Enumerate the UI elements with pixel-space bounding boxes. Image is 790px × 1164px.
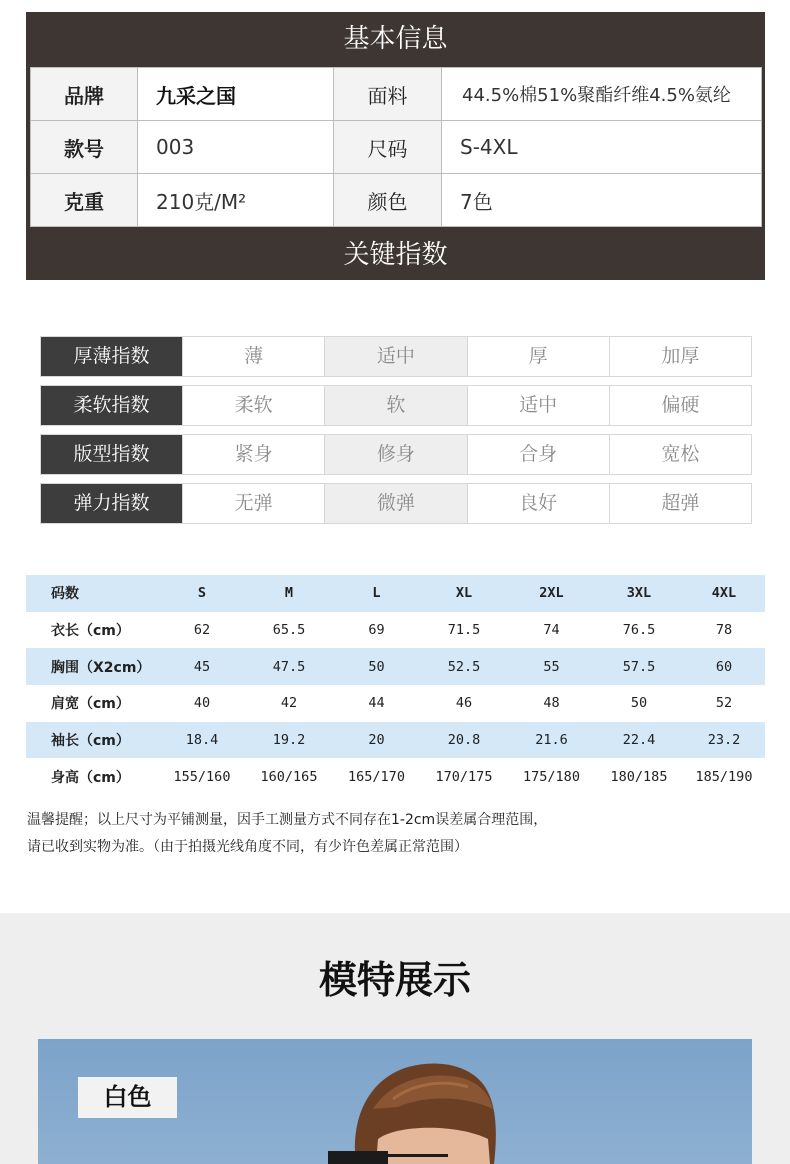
info-row <box>31 121 762 174</box>
table-cell: 20 <box>333 722 420 759</box>
index-option-selected: 微弹 <box>324 484 466 523</box>
table-cell: 76.5 <box>622 622 656 639</box>
info-row <box>31 68 762 121</box>
index-option: 薄 <box>182 337 324 376</box>
model-showcase-title: 模特展示 <box>318 958 471 1002</box>
index-option-selected: 软 <box>324 386 466 425</box>
index-option: 良好 <box>467 484 609 523</box>
table-cell: 65.5 <box>272 622 306 639</box>
basic-info-section <box>26 12 765 280</box>
fabric-value: 44.5%棉51%聚酯纤维4.5%氨纶 <box>442 68 762 121</box>
index-option: 偏硬 <box>609 386 751 425</box>
index-option: 合身 <box>467 435 609 474</box>
key-index-title: 关键指数 <box>343 240 448 270</box>
table-cell: 衣长（cm） <box>51 623 130 640</box>
size-chart-table <box>26 575 765 795</box>
weight-value: 210克/M² <box>138 174 334 227</box>
table-cell: 71.5 <box>447 622 481 639</box>
table-cell: 45 <box>159 648 245 685</box>
info-row <box>31 174 762 227</box>
size-header-row <box>26 575 765 612</box>
fit-index-row <box>40 434 752 475</box>
table-row <box>26 612 765 649</box>
brand-label: 品牌 <box>31 68 138 121</box>
softness-index-row <box>40 385 752 426</box>
model-photo <box>38 1039 752 1164</box>
index-option: 宽松 <box>609 435 751 474</box>
table-row <box>26 648 765 685</box>
size-header-cell: L <box>333 575 420 612</box>
table-cell: 42 <box>280 695 298 712</box>
style-no-value: 003 <box>138 121 334 174</box>
size-header-cell: M <box>245 575 333 612</box>
table-cell: 78 <box>715 622 733 639</box>
table-cell: 62 <box>193 622 211 639</box>
size-header-cell: 码数 <box>26 575 159 612</box>
index-option: 超弹 <box>609 484 751 523</box>
style-no-label: 款号 <box>31 121 138 174</box>
size-header-cell: S <box>159 575 245 612</box>
table-row <box>26 722 765 759</box>
color-difference-note: 请已收到实物为准。（由于拍摄光线角度不同，有少许色差属正常范围） <box>27 839 468 855</box>
table-cell: 23.2 <box>683 722 765 759</box>
table-cell: 20.8 <box>420 722 508 759</box>
table-cell: 47.5 <box>245 648 333 685</box>
model-head-illustration <box>38 1039 752 1164</box>
table-cell: 40 <box>193 695 211 712</box>
table-cell: 46 <box>455 695 473 712</box>
table-cell: 52.5 <box>420 648 508 685</box>
color-tag: 白色 <box>78 1077 177 1118</box>
table-cell: 19.2 <box>245 722 333 759</box>
table-cell: 袖长（cm） <box>26 722 159 759</box>
index-option: 紧身 <box>182 435 324 474</box>
index-option: 适中 <box>467 386 609 425</box>
table-cell: 50 <box>630 695 648 712</box>
table-cell: 74 <box>543 622 560 639</box>
table-cell: 18.4 <box>159 722 245 759</box>
index-option-selected: 修身 <box>324 435 466 474</box>
table-cell: 52 <box>715 695 733 712</box>
size-label: 尺码 <box>334 121 442 174</box>
table-cell: 69 <box>368 622 385 639</box>
table-cell: 48 <box>543 695 560 712</box>
table-cell: 160/165 <box>260 768 318 785</box>
size-header-cell: 3XL <box>595 575 683 612</box>
weight-label: 克重 <box>31 174 138 227</box>
size-value: S-4XL <box>442 121 762 174</box>
brand-value: 九采之国 <box>138 68 334 121</box>
table-cell: 身高（cm） <box>51 769 130 786</box>
table-cell: 胸围（X2cm） <box>26 648 159 685</box>
table-cell: 50 <box>333 648 420 685</box>
table-cell: 21.6 <box>508 722 595 759</box>
color-value: 7色 <box>442 174 762 227</box>
elasticity-index-row <box>40 483 752 524</box>
model-showcase-section <box>0 913 790 1164</box>
size-header-cell: 4XL <box>683 575 765 612</box>
table-cell: 180/185 <box>610 768 668 785</box>
index-option-selected: 适中 <box>324 337 466 376</box>
index-option: 加厚 <box>609 337 751 376</box>
basic-info-table <box>30 67 762 227</box>
index-label: 柔软指数 <box>41 386 182 425</box>
table-cell: 57.5 <box>595 648 683 685</box>
measurement-note: 温馨提醒；以上尺寸为平铺测量，因手工测量方式不同存在1-2cm误差属合理范围， <box>27 812 548 828</box>
index-option: 柔软 <box>182 386 324 425</box>
index-label: 弹力指数 <box>41 484 182 523</box>
index-label: 厚薄指数 <box>41 337 182 376</box>
table-row <box>26 685 765 722</box>
size-header-cell: XL <box>420 575 508 612</box>
index-option: 厚 <box>467 337 609 376</box>
table-cell: 55 <box>508 648 595 685</box>
thickness-index-row <box>40 336 752 377</box>
table-row <box>26 758 765 795</box>
table-cell: 60 <box>683 648 765 685</box>
index-label: 版型指数 <box>41 435 182 474</box>
table-cell: 155/160 <box>173 768 231 785</box>
table-cell: 165/170 <box>348 768 405 785</box>
index-option: 无弹 <box>182 484 324 523</box>
size-header-cell: 2XL <box>508 575 595 612</box>
basic-info-title: 基本信息 <box>343 24 448 54</box>
table-cell: 肩宽（cm） <box>51 696 130 713</box>
fabric-label: 面料 <box>334 68 442 121</box>
table-cell: 175/180 <box>523 768 580 785</box>
table-cell: 185/190 <box>695 768 753 785</box>
color-label: 颜色 <box>334 174 442 227</box>
table-cell: 22.4 <box>595 722 683 759</box>
table-cell: 44 <box>368 695 385 712</box>
table-cell: 170/175 <box>435 768 493 785</box>
